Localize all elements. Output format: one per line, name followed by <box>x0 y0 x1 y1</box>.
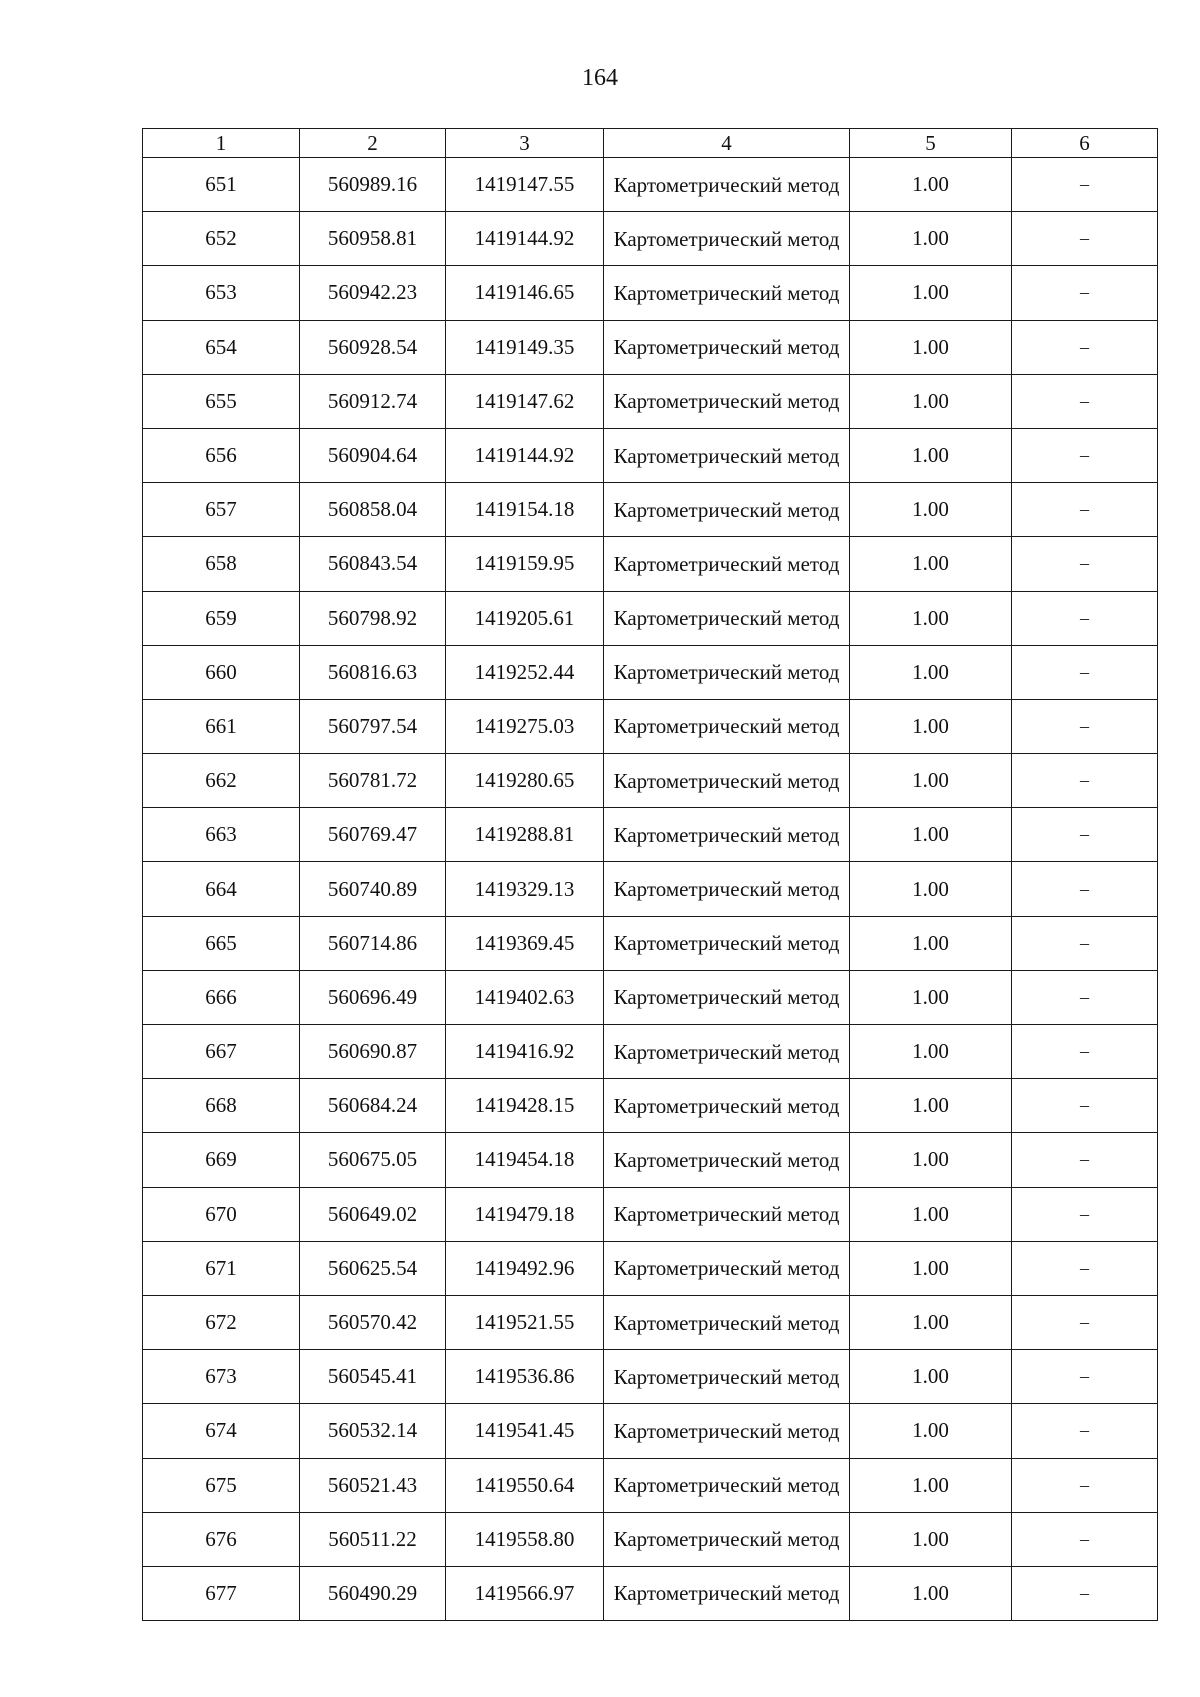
note-cell: – <box>1012 970 1158 1024</box>
method-text: Картометрический метод <box>613 1147 840 1172</box>
method-text: Картометрический метод <box>613 172 840 197</box>
x-coordinate-cell: 560690.87 <box>300 1025 446 1079</box>
point-number-cell: 663 <box>143 808 300 862</box>
point-number-cell: 660 <box>143 645 300 699</box>
accuracy-cell: 1.00 <box>850 1566 1012 1620</box>
method-cell <box>604 1566 850 1620</box>
note-cell: – <box>1012 645 1158 699</box>
table-row <box>143 1295 1158 1349</box>
table-row <box>143 862 1158 916</box>
method-cell <box>604 1187 850 1241</box>
y-coordinate-cell: 1419252.44 <box>446 645 604 699</box>
y-coordinate-cell: 1419280.65 <box>446 754 604 808</box>
note-cell: – <box>1012 916 1158 970</box>
y-coordinate-cell: 1419149.35 <box>446 320 604 374</box>
table-row <box>143 970 1158 1024</box>
column-header-6: 6 <box>1012 129 1158 158</box>
table-row <box>143 374 1158 428</box>
table-row <box>143 483 1158 537</box>
x-coordinate-cell: 560649.02 <box>300 1187 446 1241</box>
method-text: Картометрический метод <box>613 714 840 739</box>
note-cell: – <box>1012 1025 1158 1079</box>
accuracy-cell: 1.00 <box>850 483 1012 537</box>
point-number-cell: 656 <box>143 428 300 482</box>
note-cell: – <box>1012 266 1158 320</box>
method-cell <box>604 320 850 374</box>
x-coordinate-cell: 560769.47 <box>300 808 446 862</box>
point-number-cell: 654 <box>143 320 300 374</box>
method-cell <box>604 428 850 482</box>
point-number-cell: 670 <box>143 1187 300 1241</box>
method-cell <box>604 374 850 428</box>
page-number: 164 <box>582 65 618 91</box>
y-coordinate-cell: 1419492.96 <box>446 1241 604 1295</box>
note-cell: – <box>1012 428 1158 482</box>
y-coordinate-cell: 1419454.18 <box>446 1133 604 1187</box>
table-row <box>143 591 1158 645</box>
x-coordinate-cell: 560816.63 <box>300 645 446 699</box>
method-text: Картометрический метод <box>613 1202 840 1227</box>
x-coordinate-cell: 560928.54 <box>300 320 446 374</box>
method-cell <box>604 916 850 970</box>
point-number-cell: 673 <box>143 1350 300 1404</box>
y-coordinate-cell: 1419536.86 <box>446 1350 604 1404</box>
method-text: Картометрический метод <box>613 1418 840 1443</box>
note-cell: – <box>1012 1512 1158 1566</box>
method-text: Картометрический метод <box>613 280 840 305</box>
point-number-cell: 669 <box>143 1133 300 1187</box>
method-cell <box>604 808 850 862</box>
y-coordinate-cell: 1419566.97 <box>446 1566 604 1620</box>
table-row <box>143 1458 1158 1512</box>
method-text: Картометрический метод <box>613 931 840 956</box>
method-cell <box>604 1404 850 1458</box>
method-cell <box>604 699 850 753</box>
table-body <box>143 158 1158 1621</box>
method-text: Картометрический метод <box>613 1093 840 1118</box>
method-text: Картометрический метод <box>613 1473 840 1498</box>
accuracy-cell: 1.00 <box>850 158 1012 212</box>
y-coordinate-cell: 1419205.61 <box>446 591 604 645</box>
accuracy-cell: 1.00 <box>850 1404 1012 1458</box>
x-coordinate-cell: 560714.86 <box>300 916 446 970</box>
y-coordinate-cell: 1419275.03 <box>446 699 604 753</box>
accuracy-cell: 1.00 <box>850 1025 1012 1079</box>
x-coordinate-cell: 560684.24 <box>300 1079 446 1133</box>
accuracy-cell: 1.00 <box>850 374 1012 428</box>
accuracy-cell: 1.00 <box>850 916 1012 970</box>
method-cell <box>604 537 850 591</box>
note-cell: – <box>1012 1458 1158 1512</box>
point-number-cell: 667 <box>143 1025 300 1079</box>
x-coordinate-cell: 560511.22 <box>300 1512 446 1566</box>
note-cell: – <box>1012 862 1158 916</box>
accuracy-cell: 1.00 <box>850 1241 1012 1295</box>
point-number-cell: 676 <box>143 1512 300 1566</box>
y-coordinate-cell: 1419428.15 <box>446 1079 604 1133</box>
note-cell: – <box>1012 1133 1158 1187</box>
accuracy-cell: 1.00 <box>850 1350 1012 1404</box>
point-number-cell: 671 <box>143 1241 300 1295</box>
point-number-cell: 653 <box>143 266 300 320</box>
y-coordinate-cell: 1419147.55 <box>446 158 604 212</box>
accuracy-cell: 1.00 <box>850 862 1012 916</box>
point-number-cell: 664 <box>143 862 300 916</box>
method-text: Картометрический метод <box>613 1364 840 1389</box>
note-cell: – <box>1012 212 1158 266</box>
method-cell <box>604 483 850 537</box>
y-coordinate-cell: 1419402.63 <box>446 970 604 1024</box>
table-row <box>143 699 1158 753</box>
x-coordinate-cell: 560490.29 <box>300 1566 446 1620</box>
table-row <box>143 1241 1158 1295</box>
column-header-2: 2 <box>300 129 446 158</box>
x-coordinate-cell: 560843.54 <box>300 537 446 591</box>
accuracy-cell: 1.00 <box>850 1295 1012 1349</box>
x-coordinate-cell: 560570.42 <box>300 1295 446 1349</box>
y-coordinate-cell: 1419144.92 <box>446 428 604 482</box>
x-coordinate-cell: 560797.54 <box>300 699 446 753</box>
point-number-cell: 668 <box>143 1079 300 1133</box>
table-row <box>143 1187 1158 1241</box>
method-text: Картометрический метод <box>613 443 840 468</box>
column-header-5: 5 <box>850 129 1012 158</box>
x-coordinate-cell: 560912.74 <box>300 374 446 428</box>
header-row <box>143 129 1158 158</box>
method-cell <box>604 754 850 808</box>
table-row <box>143 537 1158 591</box>
table-row <box>143 1566 1158 1620</box>
y-coordinate-cell: 1419416.92 <box>446 1025 604 1079</box>
table-row <box>143 1404 1158 1458</box>
x-coordinate-cell: 560781.72 <box>300 754 446 808</box>
point-number-cell: 657 <box>143 483 300 537</box>
method-cell <box>604 645 850 699</box>
table-row <box>143 1025 1158 1079</box>
x-coordinate-cell: 560942.23 <box>300 266 446 320</box>
method-text: Картометрический метод <box>613 877 840 902</box>
x-coordinate-cell: 560858.04 <box>300 483 446 537</box>
table-row <box>143 1079 1158 1133</box>
y-coordinate-cell: 1419521.55 <box>446 1295 604 1349</box>
point-number-cell: 659 <box>143 591 300 645</box>
column-header-1: 1 <box>143 129 300 158</box>
point-number-cell: 662 <box>143 754 300 808</box>
table-header <box>143 129 1158 158</box>
coordinates-table <box>142 128 1158 1621</box>
accuracy-cell: 1.00 <box>850 212 1012 266</box>
method-text: Картометрический метод <box>613 551 840 576</box>
method-text: Картометрический метод <box>613 1527 840 1552</box>
x-coordinate-cell: 560989.16 <box>300 158 446 212</box>
accuracy-cell: 1.00 <box>850 428 1012 482</box>
x-coordinate-cell: 560625.54 <box>300 1241 446 1295</box>
table-row <box>143 428 1158 482</box>
table-row <box>143 808 1158 862</box>
note-cell: – <box>1012 158 1158 212</box>
note-cell: – <box>1012 1404 1158 1458</box>
method-cell <box>604 1512 850 1566</box>
y-coordinate-cell: 1419369.45 <box>446 916 604 970</box>
table-row <box>143 1512 1158 1566</box>
accuracy-cell: 1.00 <box>850 754 1012 808</box>
point-number-cell: 652 <box>143 212 300 266</box>
accuracy-cell: 1.00 <box>850 1079 1012 1133</box>
accuracy-cell: 1.00 <box>850 1187 1012 1241</box>
y-coordinate-cell: 1419288.81 <box>446 808 604 862</box>
method-cell <box>604 158 850 212</box>
method-cell <box>604 591 850 645</box>
note-cell: – <box>1012 537 1158 591</box>
note-cell: – <box>1012 754 1158 808</box>
method-cell <box>604 970 850 1024</box>
accuracy-cell: 1.00 <box>850 1458 1012 1512</box>
accuracy-cell: 1.00 <box>850 1133 1012 1187</box>
method-text: Картометрический метод <box>613 1256 840 1281</box>
point-number-cell: 675 <box>143 1458 300 1512</box>
method-text: Картометрический метод <box>613 1581 840 1606</box>
x-coordinate-cell: 560958.81 <box>300 212 446 266</box>
point-number-cell: 658 <box>143 537 300 591</box>
method-cell <box>604 1079 850 1133</box>
note-cell: – <box>1012 320 1158 374</box>
x-coordinate-cell: 560532.14 <box>300 1404 446 1458</box>
y-coordinate-cell: 1419479.18 <box>446 1187 604 1241</box>
y-coordinate-cell: 1419550.64 <box>446 1458 604 1512</box>
table-row <box>143 212 1158 266</box>
method-cell <box>604 1133 850 1187</box>
note-cell: – <box>1012 1566 1158 1620</box>
table-row <box>143 754 1158 808</box>
x-coordinate-cell: 560740.89 <box>300 862 446 916</box>
table-row <box>143 266 1158 320</box>
method-text: Картометрический метод <box>613 389 840 414</box>
note-cell: – <box>1012 591 1158 645</box>
x-coordinate-cell: 560696.49 <box>300 970 446 1024</box>
method-text: Картометрический метод <box>613 606 840 631</box>
accuracy-cell: 1.00 <box>850 591 1012 645</box>
y-coordinate-cell: 1419147.62 <box>446 374 604 428</box>
note-cell: – <box>1012 374 1158 428</box>
note-cell: – <box>1012 808 1158 862</box>
method-cell <box>604 1295 850 1349</box>
method-text: Картометрический метод <box>613 822 840 847</box>
accuracy-cell: 1.00 <box>850 808 1012 862</box>
table-row <box>143 1350 1158 1404</box>
note-cell: – <box>1012 1295 1158 1349</box>
method-cell <box>604 1458 850 1512</box>
column-header-4: 4 <box>604 129 850 158</box>
point-number-cell: 666 <box>143 970 300 1024</box>
y-coordinate-cell: 1419159.95 <box>446 537 604 591</box>
point-number-cell: 661 <box>143 699 300 753</box>
y-coordinate-cell: 1419146.65 <box>446 266 604 320</box>
x-coordinate-cell: 560545.41 <box>300 1350 446 1404</box>
accuracy-cell: 1.00 <box>850 970 1012 1024</box>
x-coordinate-cell: 560521.43 <box>300 1458 446 1512</box>
note-cell: – <box>1012 1079 1158 1133</box>
accuracy-cell: 1.00 <box>850 1512 1012 1566</box>
accuracy-cell: 1.00 <box>850 699 1012 753</box>
note-cell: – <box>1012 699 1158 753</box>
method-cell <box>604 1241 850 1295</box>
point-number-cell: 665 <box>143 916 300 970</box>
method-cell <box>604 1025 850 1079</box>
method-text: Картометрический метод <box>613 1310 840 1335</box>
method-text: Картометрический метод <box>613 497 840 522</box>
accuracy-cell: 1.00 <box>850 645 1012 699</box>
point-number-cell: 651 <box>143 158 300 212</box>
note-cell: – <box>1012 1350 1158 1404</box>
x-coordinate-cell: 560798.92 <box>300 591 446 645</box>
method-text: Картометрический метод <box>613 985 840 1010</box>
note-cell: – <box>1012 483 1158 537</box>
column-header-3: 3 <box>446 129 604 158</box>
note-cell: – <box>1012 1187 1158 1241</box>
y-coordinate-cell: 1419541.45 <box>446 1404 604 1458</box>
accuracy-cell: 1.00 <box>850 266 1012 320</box>
table-row <box>143 916 1158 970</box>
y-coordinate-cell: 1419154.18 <box>446 483 604 537</box>
accuracy-cell: 1.00 <box>850 320 1012 374</box>
table-row <box>143 1133 1158 1187</box>
method-cell <box>604 1350 850 1404</box>
x-coordinate-cell: 560675.05 <box>300 1133 446 1187</box>
table-row <box>143 320 1158 374</box>
point-number-cell: 674 <box>143 1404 300 1458</box>
y-coordinate-cell: 1419144.92 <box>446 212 604 266</box>
method-text: Картометрический метод <box>613 660 840 685</box>
method-text: Картометрический метод <box>613 768 840 793</box>
method-text: Картометрический метод <box>613 1039 840 1064</box>
method-text: Картометрический метод <box>613 335 840 360</box>
note-cell: – <box>1012 1241 1158 1295</box>
point-number-cell: 677 <box>143 1566 300 1620</box>
method-text: Картометрический метод <box>613 226 840 251</box>
point-number-cell: 672 <box>143 1295 300 1349</box>
method-cell <box>604 862 850 916</box>
x-coordinate-cell: 560904.64 <box>300 428 446 482</box>
method-cell <box>604 212 850 266</box>
table-row <box>143 158 1158 212</box>
method-cell <box>604 266 850 320</box>
point-number-cell: 655 <box>143 374 300 428</box>
accuracy-cell: 1.00 <box>850 537 1012 591</box>
y-coordinate-cell: 1419558.80 <box>446 1512 604 1566</box>
y-coordinate-cell: 1419329.13 <box>446 862 604 916</box>
table-row <box>143 645 1158 699</box>
